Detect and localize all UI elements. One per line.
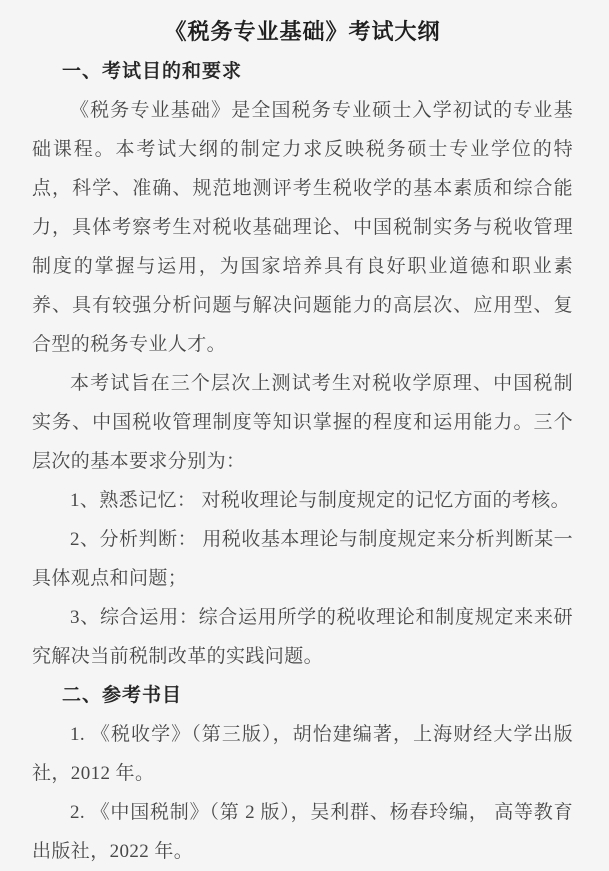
reference-book-2: 2. 《中国税制》（第 2 版），吴利群、杨春玲编， 高等教育出版社，2022 年。 — [32, 802, 573, 862]
list-item-level-1-memorization: 1、熟悉记忆： 对税收理论与制度规定的记忆方面的考核。 — [70, 490, 571, 511]
list-item-level-3-application: 3、综合运用：综合运用所学的税收理论和制度规定来来研究解决当前税制改革的实践问题。 — [32, 607, 573, 667]
paragraph-three-levels-intro: 本考试旨在三个层次上测试考生对税收学原理、中国税制实务、中国税收管理制度等知识掌握的程度和运用能力。三个层次的基本要求分别为： — [32, 373, 573, 472]
section-heading-exam-purpose: 一、考试目的和要求 — [62, 61, 243, 82]
paragraph-exam-purpose-overview: 《税务专业基础》是全国税务专业硕士入学初试的专业基础课程。本考试大纲的制定力求反映税务硕士专业学位的特点，科学、准确、规范地测评考生税收学的基本素质和综合能力，具体考察考生对税收基础理论、中国税制实务与税收管理制度的掌握与运用，为国家培养具有良好职业道德和职业素养、具有较强分析问题与解决问题能力的高层次、应用型、复合型的税务专业人才。 — [32, 100, 573, 355]
section-heading-reference-books: 二、参考书目 — [62, 685, 183, 706]
reference-book-1: 1. 《税收学》（第三版），胡怡建编著，上海财经大学出版社，2012 年。 — [32, 724, 573, 784]
document-title: 《税务专业基础》考试大纲 — [164, 19, 441, 44]
list-item-level-2-analysis: 2、分析判断： 用税收基本理论与制度规定来分析判断某一具体观点和问题； — [32, 529, 573, 589]
